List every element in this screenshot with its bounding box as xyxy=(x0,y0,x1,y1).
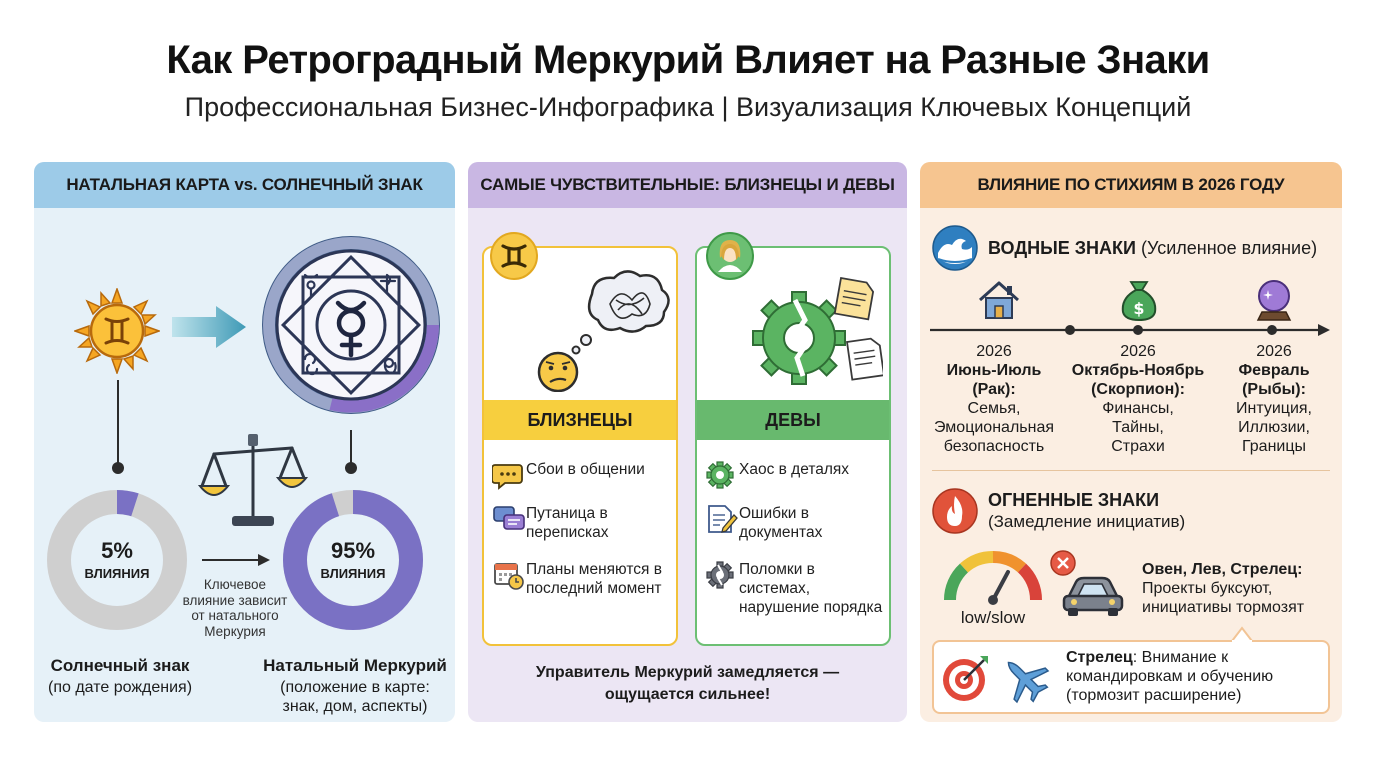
gemini-card xyxy=(482,246,678,646)
influence-note-line: влияние зависит xyxy=(182,592,288,608)
donut-label: ВЛИЯНИЯ xyxy=(320,566,386,581)
timeline-year: 2026 xyxy=(976,343,1012,360)
callout-line: (тормозит расширение) xyxy=(1066,687,1242,704)
messages-icon xyxy=(492,504,526,534)
influence-note-line: Ключевое xyxy=(203,577,267,592)
fire-desc-line: инициативы тормозят xyxy=(1142,599,1305,616)
broken-gear-icon xyxy=(743,264,883,392)
timeline-line: Иллюзии, xyxy=(1238,419,1310,436)
gauge-label: low/slow xyxy=(960,608,1026,627)
timeline-body xyxy=(1068,399,1208,456)
caption-title: Солнечный знак xyxy=(50,656,190,675)
item-text: Путаница в переписках xyxy=(526,505,609,541)
speed-gauge-icon xyxy=(942,548,1044,606)
car-icon xyxy=(1060,572,1126,618)
connector-dot xyxy=(112,462,124,474)
sensitive-signs-panel xyxy=(468,162,907,722)
callout-pointer xyxy=(1230,626,1254,642)
item-text: Ошибки в документах xyxy=(739,505,823,541)
timeline-head xyxy=(929,361,1059,399)
timeline-head xyxy=(1068,361,1208,399)
donut-label: ВЛИЯНИЯ xyxy=(84,566,150,581)
timeline-year: 2026 xyxy=(1256,343,1292,360)
virgo-card xyxy=(695,246,891,646)
section-divider xyxy=(932,470,1330,471)
sun-gemini-icon xyxy=(74,288,160,374)
item-text: Планы меняются в последний момент xyxy=(526,561,662,597)
panel-heading: ВЛИЯНИЕ ПО СТИХИЯМ В 2026 ГОДУ xyxy=(920,162,1342,208)
timeline-line: Финансы, xyxy=(1102,400,1174,417)
fire-signs: Овен, Лев, Стрелец: xyxy=(1142,561,1303,578)
caption-sub: (по дате рождения) xyxy=(47,679,193,696)
timeline-period: Июнь-Июль xyxy=(946,362,1042,379)
list-item xyxy=(492,560,674,598)
timeline-period: Октябрь-Ноябрь xyxy=(1071,362,1205,379)
list-item xyxy=(705,504,887,542)
timeline-sign: (Скорпион): xyxy=(1091,381,1185,398)
arrow-right-icon xyxy=(200,552,272,568)
page-title: Как Ретроградный Меркурий Влияет на Разные Знаки xyxy=(166,38,1210,82)
virgo-badge xyxy=(706,232,754,280)
caption-sub: знак, дом, аспекты) xyxy=(282,698,428,715)
timeline-period: Февраль xyxy=(1238,362,1310,379)
gear-icon xyxy=(705,460,739,490)
water-title-text: ВОДНЫЕ ЗНАКИ xyxy=(988,238,1136,258)
timeline-year: 2026 xyxy=(1120,343,1156,360)
connector-dot xyxy=(345,462,357,474)
water-title xyxy=(988,238,1317,259)
panel-heading: САМЫЕ ЧУВСТВИТЕЛЬНЫЕ: БЛИЗНЕЦЫ И ДЕВЫ xyxy=(468,162,907,208)
caption-title: Натальный Меркурий xyxy=(263,656,447,675)
zodiac-wheel-icon xyxy=(260,234,442,416)
list-item xyxy=(492,504,674,542)
fire-desc-line: Проекты буксуют, xyxy=(1142,580,1273,597)
caption-sub: (положение в карте: xyxy=(280,679,430,696)
chat-bubble-icon xyxy=(492,460,526,490)
timeline-line: безопасность xyxy=(943,438,1045,455)
item-text: Хаос в деталях xyxy=(739,461,850,478)
callout-line: командировкам и обучению xyxy=(1066,668,1274,685)
note-line: Управитель Меркурий замедляется — xyxy=(535,664,840,681)
airplane-icon xyxy=(998,652,1050,704)
svg-text:$: $ xyxy=(1133,299,1145,318)
gemini-label: БЛИЗНЕЦЫ xyxy=(484,400,676,440)
donut-value: 5% xyxy=(101,538,133,563)
money-bag-icon xyxy=(1117,276,1161,322)
flame-icon xyxy=(932,488,978,534)
connector-line xyxy=(350,430,352,466)
timeline-line: Интуиция, xyxy=(1236,400,1312,417)
note-line: ощущается сильнее! xyxy=(604,686,771,703)
timeline-line: Границы xyxy=(1242,438,1306,455)
virgo-avatar-icon xyxy=(708,234,752,278)
list-item xyxy=(705,460,887,490)
timeline-body xyxy=(1204,399,1342,456)
fire-note: (Замедление инициатив) xyxy=(988,512,1186,531)
fire-title: ОГНЕННЫЕ ЗНАКИ xyxy=(988,490,1160,510)
crystal-ball-icon xyxy=(1252,278,1296,322)
broken-gear-icon xyxy=(705,560,739,590)
timeline-line: Страхи xyxy=(1111,438,1165,455)
connector-line xyxy=(117,380,119,465)
timeline-head xyxy=(1209,361,1339,399)
arrow-right-icon xyxy=(172,306,248,348)
natal-vs-sun-panel xyxy=(34,162,455,722)
callout-bold: Стрелец xyxy=(1066,649,1133,666)
timeline-body xyxy=(924,399,1064,456)
list-item xyxy=(705,560,887,617)
donut-value: 95% xyxy=(330,538,376,563)
timeline-sign: (Рыбы): xyxy=(1242,381,1306,398)
item-text: Сбои в общении xyxy=(526,461,645,478)
timeline-line: Тайны, xyxy=(1112,419,1164,436)
timeline-line: Эмоциональная xyxy=(933,419,1055,436)
influence-note-line: Меркурия xyxy=(204,623,266,639)
confused-face-icon xyxy=(534,264,674,392)
panel-heading: НАТАЛЬНАЯ КАРТА vs. СОЛНЕЧНЫЙ ЗНАК xyxy=(34,162,455,208)
callout-rest: : Внимание к xyxy=(1132,649,1229,666)
timeline-axis xyxy=(928,322,1332,338)
calendar-clock-icon xyxy=(492,560,526,590)
item-text: Поломки в системах, нарушение порядка xyxy=(739,561,883,616)
page-subtitle: Профессиональная Бизнес-Инфографика | Визуализация Ключевых Концепций xyxy=(184,92,1192,122)
fire-signs-desc xyxy=(1142,560,1304,617)
timeline-line: Семья, xyxy=(967,400,1021,417)
gemini-icon xyxy=(492,234,536,278)
influence-note-line: от натального xyxy=(191,608,279,623)
gemini-badge xyxy=(490,232,538,280)
virgo-label: ДЕВЫ xyxy=(697,400,889,440)
water-note: (Усиленное влияние) xyxy=(1135,238,1318,258)
elements-2026-panel xyxy=(920,162,1342,722)
wave-icon xyxy=(932,225,978,271)
house-icon xyxy=(977,280,1021,320)
document-edit-icon xyxy=(705,504,739,534)
sun-sign-caption xyxy=(34,656,206,697)
timeline-sign: (Рак): xyxy=(972,381,1016,398)
callout-text xyxy=(1066,648,1330,705)
mercury-note xyxy=(468,662,907,706)
target-icon xyxy=(940,652,992,704)
natal-mercury-caption xyxy=(262,656,448,716)
list-item xyxy=(492,460,674,490)
